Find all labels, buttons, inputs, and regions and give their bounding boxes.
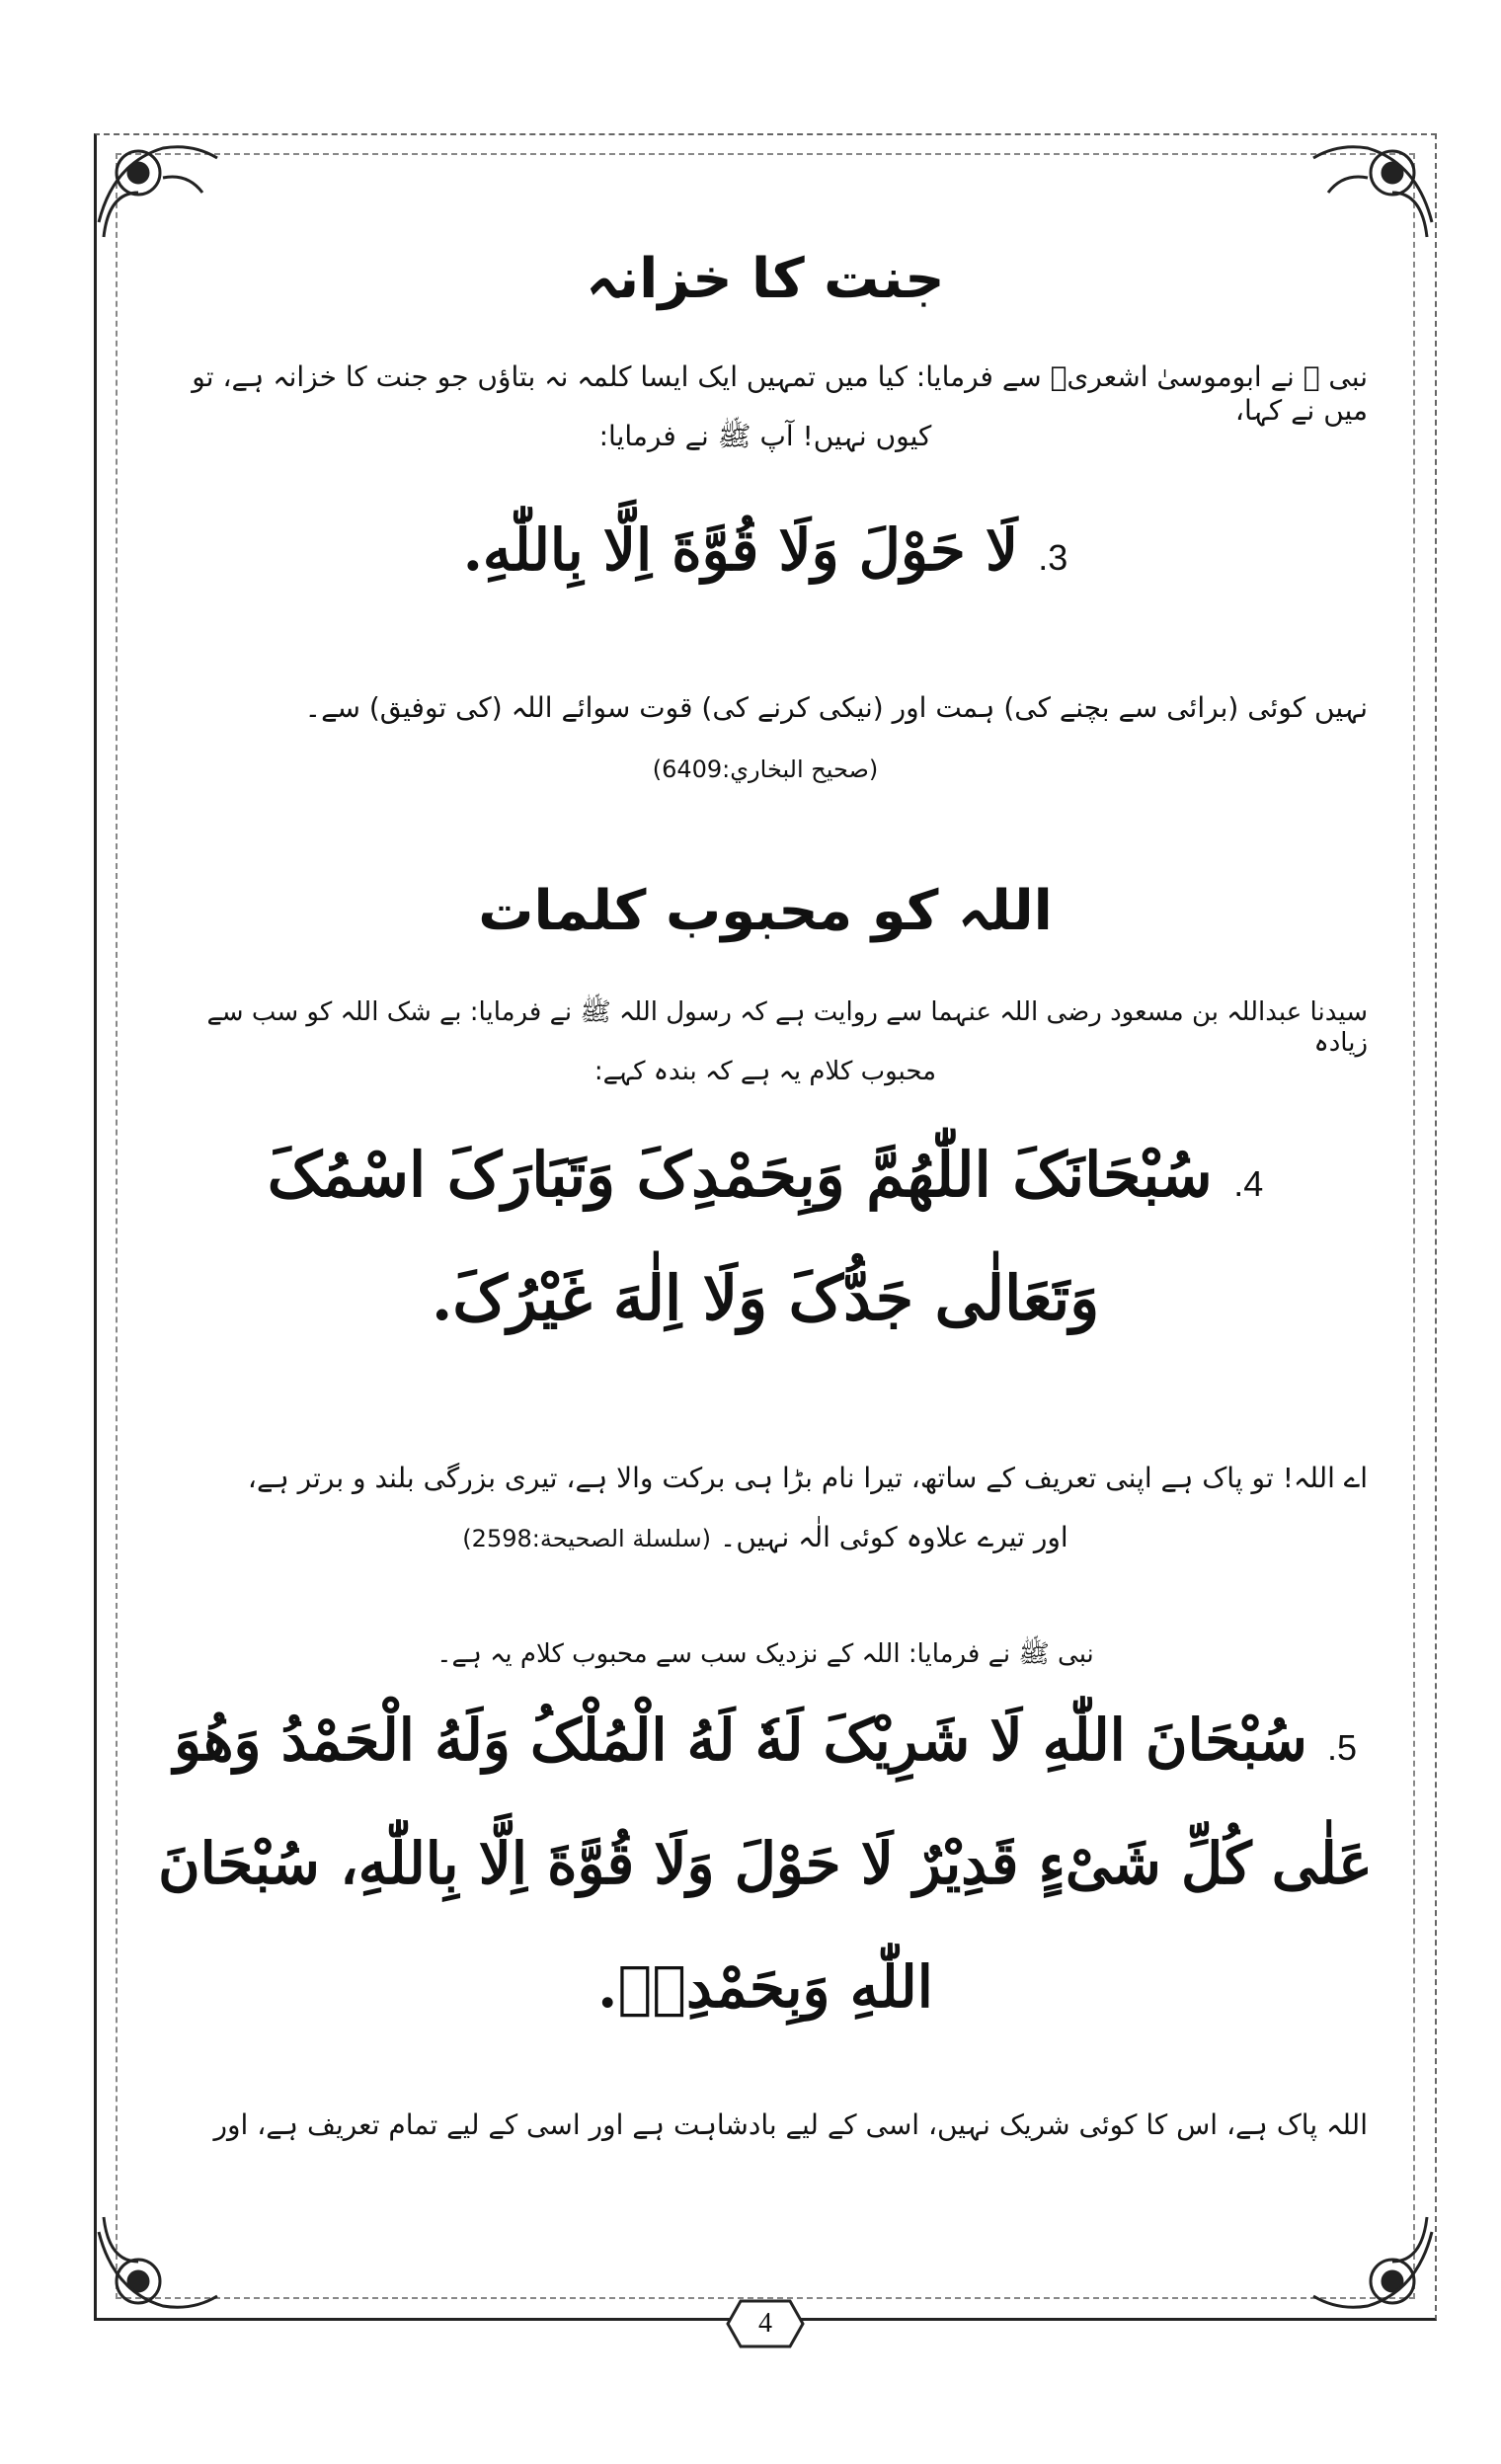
section-heading-jannat-treasure: جنت کا خزانہ	[586, 247, 945, 311]
dua-5-line1	[153, 1704, 1378, 1778]
dua-number: 4.	[1233, 1163, 1264, 1204]
section1-intro-line2: کیوں نہیں! آپ ﷺ نے فرمایا:	[598, 420, 932, 452]
dua-4-line1	[153, 1136, 1378, 1216]
section1-reference: (صحيح البخاري:6409)	[652, 755, 879, 783]
dua-number: 5.	[1327, 1727, 1358, 1768]
dua-text: سُبْحَانَ اللّٰهِ لَا شَرِیْکَ لَهٗ لَهُ الْمُلْکُ وَلَهُ الْحَمْدُ وَهُوَ	[173, 1707, 1307, 1774]
book-page	[94, 133, 1437, 2339]
dua-number: 3.	[1038, 537, 1068, 578]
section1-intro-line1: نبی ﷺ نے ابوموسیٰ اشعریؓ سے فرمایا: کیا میں تمہیں ایک ایسا کلمہ نہ بتاؤں جو جنت کا خزانہ ہے، تو میں نے کہا،	[192, 360, 1368, 427]
section2-intro-line1: سیدنا عبداللہ بن مسعود رضی اللہ عنہما سے روایت ہے کہ رسول اللہ ﷺ نے فرمایا: بے شک اللہ کو سب سے زیادہ	[206, 997, 1368, 1059]
dua-text: لَا حَوْلَ وَلَا قُوَّةَ اِلَّا بِاللّٰهِ.	[462, 517, 1019, 584]
section-heading-beloved-words: اللہ کو محبوب کلمات	[478, 879, 1053, 943]
corner-ornament-bottom-right	[1308, 2212, 1437, 2321]
section3-translation: اللہ پاک ہے، اس کا کوئی شریک نہیں، اسی کے لیے بادشاہت ہے اور اسی کے لیے تمام تعریف ہے، اور	[213, 2108, 1368, 2141]
dua-5-line2: عَلٰی کُلِّ شَیْءٍ قَدِیْرٌ لَا حَوْلَ وَلَا قُوَّةَ اِلَّا بِاللّٰهِ، سُبْحَانَ	[158, 1830, 1373, 1897]
dua-5-line3: اللّٰهِ وَبِحَمْدِهٖ.	[597, 1953, 933, 2021]
translation-text: اور تیرے علاوہ کوئی الٰہ نہیں۔	[719, 1521, 1068, 1553]
page-number-text: 4	[758, 2308, 772, 2339]
corner-ornament-bottom-left	[94, 2212, 222, 2321]
section2-translation-line1: اے اللہ! تو پاک ہے اپنی تعریف کے ساتھ، تیرا نام بڑا ہی برکت والا ہے، تیری بزرگی بلند و برتر ہے،	[247, 1462, 1368, 1494]
dua-text: سُبْحَانَکَ اللّٰهُمَّ وَبِحَمْدِکَ وَتَبَارَکَ اسْمُکَ	[267, 1139, 1213, 1211]
corner-ornament-top-right	[1308, 133, 1437, 242]
section2-translation-line2	[163, 1521, 1368, 1554]
section3-intro: نبی ﷺ نے فرمایا: اللہ کے نزدیک سب سے محبوب کلام یہ ہے۔	[436, 1639, 1094, 1669]
dua-4-line2: وَتَعَالٰی جَدُّکَ وَلَا اِلٰهَ غَیْرُکَ.	[431, 1262, 1100, 1334]
section2-intro-line2: محبوب کلام یہ ہے کہ بندہ کہے:	[593, 1057, 937, 1086]
dua-3	[153, 514, 1378, 588]
corner-ornament-top-left	[94, 133, 222, 242]
section2-reference: (سلسلة الصحيحة:2598)	[462, 1525, 711, 1552]
page-number	[726, 2299, 805, 2348]
section1-translation: نہیں کوئی (برائی سے بچنے کی) ہمت اور (نیکی کرنے کی) قوت سوائے اللہ (کی توفیق) سے۔	[304, 691, 1368, 724]
